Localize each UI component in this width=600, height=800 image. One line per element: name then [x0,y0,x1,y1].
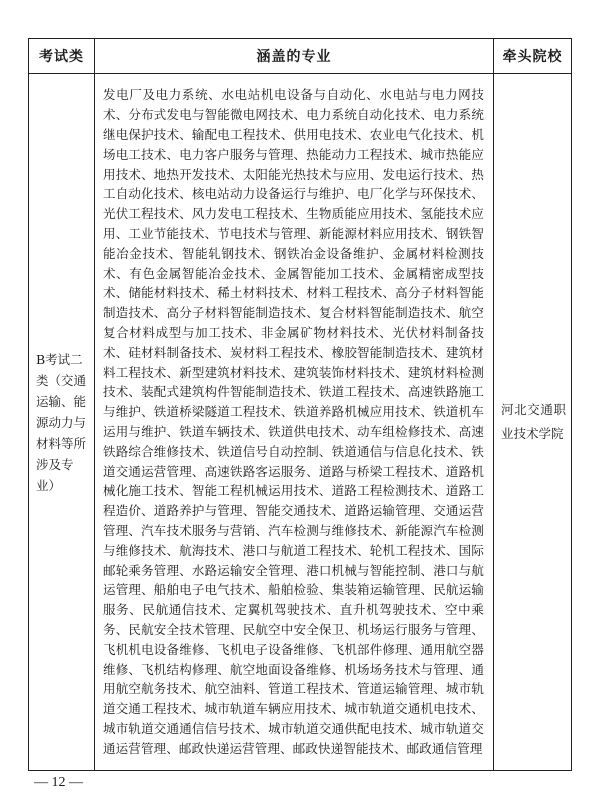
header-majors: 涵盖的专业 [95,39,494,74]
exam-category-text: B考试二类（交通运输、能源动力与材料等所涉及专业） [36,351,87,493]
table-header-row [29,39,572,74]
page-number: — 12 — [34,775,83,790]
majors-list-text: 发电厂及电力系统、水电站机电设备与自动化、水电站与电力网技术、分布式发电与智能微电网技术、电力系统自动化技术、电力系统继电保护技术、输配电工程技术、供用电技术、农业电气化技术、机场电工技术、电力客户服务与管理、热能动力工程技术、城市热能应用技术、地热开发技术、太阳能光热技术与应用、发电运行技术、热工自动化技术、核电站动力设备运行与维护、电厂化学与环保技术、光伏工程技术、风力发电工程技术、生物质能应用技术、氢能技术应用、工业节能技术、节电技术与管理、新能源材料应用技术、钢铁智能冶金技术、智能轧钢技术、钢铁冶金设备维护、金属材料检测技术、有色金属智能冶金技术、金属智能加工技术、金属精密成型技术、储能材料技术、稀土材料技术、材料工程技术、高分子材料智能制造技术、高分子材料智能制造技术、复合材料智能制造技术、航空复合材料成型与加工技术、非金属矿物材料技术、光伏材料制备技术、硅材料制备技术、炭材料工程技术、橡胶智能制造技术、建筑材料工程技术、新型建筑材料技术、建筑装饰材料技术、建筑材料检测技术、装配式建筑构件智能制造技术、铁道工程技术、高速铁路施工与维护、铁道桥梁隧道工程技术、铁道养路机械应用技术、铁道机车运用与维护、铁道车辆技术、铁道供电技术、动车组检修技术、高速铁路综合维修技术、铁道信号自动控制、铁道通信与信息化技术、铁道交通运营管理、高速铁路客运服务、道路与桥梁工程技术、道路机械化施工技术、智能工程机械运用技术、道路工程检测技术、道路工程造价、道路养护与管理、智能交通技术、道路运输管理、交通运营管理、汽车技术服务与营销、汽车检测与维修技术、新能源汽车检测与维修技术、航海技术、港口与航道工程技术、轮机工程技术、国际邮轮乘务管理、水路运输安全管理、港口机械与智能控制、港口与航运管理、船舶电子电气技术、船舶检验、集装箱运输管理、民航运输服务、民航通信技术、定翼机驾驶技术、直升机驾驶技术、空中乘务、民航安全技术管理、民航空中安全保卫、机场运行服务与管理、飞机机电设备维修、飞机电子设备维修、飞机部件修理、通用航空器维修、飞机结构修理、航空地面设备维修、机场场务技术与管理、通用航空航务技术、航空油料、管道工程技术、管道运输管理、城市轨道交通工程技术、城市轨道车辆应用技术、城市轨道交通机电技术、城市轨道交通通信信号技术、城市轨道交通供配电技术、城市轨道交通运营管理、邮政快递运营管理、邮政快递智能技术、邮政通信管理 [103,87,484,756]
majors-cell [95,74,494,771]
school-cell [494,74,572,771]
lead-school-text: 河北交通职业技术学院 [501,402,566,441]
table-row [29,74,572,771]
category-cell [29,74,95,771]
header-school: 牵头院校 [494,39,572,74]
majors-table [28,38,572,771]
header-category: 考试类 [29,39,95,74]
